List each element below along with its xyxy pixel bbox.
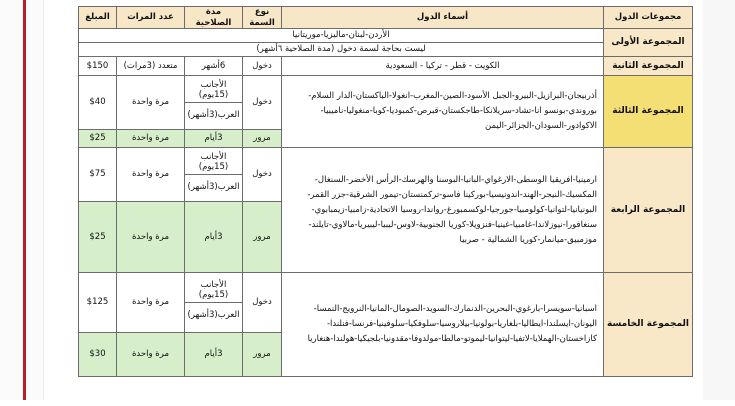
group2-countries: الكويت - قطر - تركيا - السعودية: [282, 57, 604, 76]
group4-entry-amount: $75: [79, 148, 117, 202]
group2-visa-type: دخول: [243, 57, 282, 76]
group3-entry-amount: $40: [79, 76, 117, 130]
group2-row: [79, 57, 693, 76]
group4-name: المجموعة الرابعة: [604, 148, 693, 273]
group4-countries: ارمينيا-افريقيا الوسطى-الارغواي-البانيا-البوسنا والهرسك-الرأس الأخضر-السنغال-المكسيك-النيجر-الهند-اندونيسيا-بوركينا فاسو-تركمنستان-تيمور الشرقية-جزر القمر-البونيانيا-لتوانيا-كولومبيا-جورجيا-لوكسمبورغ-رواندا-روسيا الاتحادية-زامبيا-زيمبابوي-سنغافورا-نيوزلاندا-غامبيا-غينيا-فنزويلا-كوريا الجنوبية-لاوس-ليبيا-ليبيريا-مالاوي-تايلند-موزمبيق-ميانمار-كوريا الشمالية - صربيا: [282, 148, 604, 273]
header-validity: مدة الصلاحية: [185, 7, 243, 29]
group5-transit-entries: مرة واحدة: [117, 333, 185, 377]
table-header-row: [79, 7, 693, 29]
right-margin: [703, 0, 735, 400]
group3-name: المجموعة الثالثة: [604, 76, 693, 148]
group4-transit-validity: 3أيام: [185, 202, 243, 273]
group3-validity-split: [185, 78, 242, 127]
group3-transit-amount: $25: [79, 130, 117, 148]
group4-entry-validity: [185, 148, 243, 202]
group3-entry-row: [79, 76, 693, 130]
group5-name: المجموعة الخامسة: [604, 273, 693, 377]
group5-validity-split: [185, 278, 242, 327]
group4-transit-entries: مرة واحدة: [117, 202, 185, 273]
group5-transit-validity: 3أيام: [185, 333, 243, 377]
group1-countries-row: [79, 29, 693, 43]
red-border-line: [23, 0, 26, 400]
group1-note-row: [79, 43, 693, 57]
group4-arabs: العرب(3أشهر): [187, 181, 240, 192]
visa-fees-table-container: [78, 6, 692, 406]
group3-foreigners: الأجانب (15يوم): [185, 78, 242, 103]
group1-note: ليست بحاجة لسمة دخول (مدة الصلاحية ٦أشهر): [79, 43, 604, 57]
header-entries: عدد المرات: [117, 7, 185, 29]
group5-entry-validity: [185, 273, 243, 333]
group4-transit-amount: $25: [79, 202, 117, 273]
group1-countries: الأردن-لبنان-ماليزيا-موريتانيا: [79, 29, 604, 43]
left-margin: [0, 0, 44, 400]
group4-foreigners: الأجانب (15يوم): [185, 150, 242, 175]
header-visa-type: نوع السمة: [243, 7, 282, 29]
group5-entry-entries: مرة واحدة: [117, 273, 185, 333]
group3-entry-entries: مرة واحدة: [117, 76, 185, 130]
group4-entry-row: [79, 148, 693, 202]
group5-arabs: العرب(3أشهر): [187, 309, 240, 320]
group5-transit-amount: $30: [79, 333, 117, 377]
group2-validity: 6أشهر: [185, 57, 243, 76]
group2-amount: $150: [79, 57, 117, 76]
group4-entry-entries: مرة واحدة: [117, 148, 185, 202]
group3-transit-type: مرور: [243, 130, 282, 148]
group1-name: المجموعة الأولى: [604, 29, 693, 57]
group5-entry-amount: $125: [79, 273, 117, 333]
group4-transit-type: مرور: [243, 202, 282, 273]
header-group: مجموعات الدول: [604, 7, 693, 29]
group2-entries: متعدد (3مرات): [117, 57, 185, 76]
group5-entry-type: دخول: [243, 273, 282, 333]
group4-entry-type: دخول: [243, 148, 282, 202]
group5-foreigners: الأجانب (15يوم): [185, 278, 242, 303]
group3-arabs: العرب(3أشهر): [187, 109, 240, 120]
header-amount: المبلغ: [79, 7, 117, 29]
group4-validity-split: [185, 150, 242, 199]
group3-transit-entries: مرة واحدة: [117, 130, 185, 148]
group3-transit-validity: 3أيام: [185, 130, 243, 148]
group3-entry-validity: [185, 76, 243, 130]
group5-transit-type: مرور: [243, 333, 282, 377]
group3-countries: أذربيجان-البرازيل-البيرو-الجبل الأسود-الصين-المغرب-انغولا-الباكستان-الدار السلام-بوروندي-بونسو انا-تشاد-سريلانكا-طاجكستان-قبرص-كمبوديا-كوبا-منغوليا-ناميبيا-الاكوادور-السودان-الجزائر-اليمن: [282, 76, 604, 148]
visa-fees-table: [78, 6, 693, 377]
group5-countries: اسبانيا-سويسرا-بارغوي-البحرين-الدنمارك-السويد-الصومال-المانيا-النرويج-النمسا-اليونان-ايسلندا-ايطاليا-بلغاريا-بولونيا-بيلاروسيا-سلوفكيا-سلوفينيا-فرنسا-فنلندا-كازاخستان-الهملايا-لاتفيا-ليتوانيا-ليموتو-مالطا-مولدوفا-مقدونيا-بلجيكيا-هولندا-هنغاريا: [282, 273, 604, 377]
group5-entry-row: [79, 273, 693, 333]
group3-entry-type: دخول: [243, 76, 282, 130]
group2-name: المجموعة الثانية: [604, 57, 693, 76]
header-countries: أسماء الدول: [282, 7, 604, 29]
